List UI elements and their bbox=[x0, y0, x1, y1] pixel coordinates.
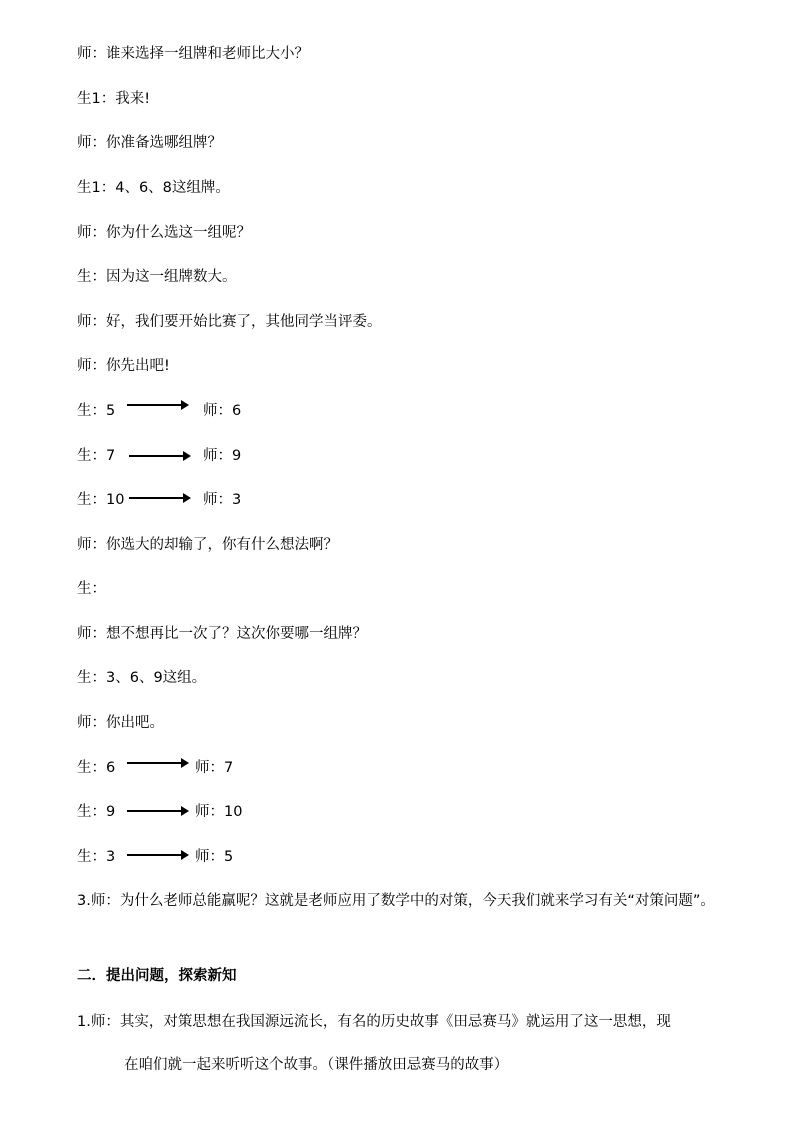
dialogue-line: 生：3、6、9这组。 bbox=[77, 670, 207, 686]
dialogue-line: 师：谁来选择一组牌和老师比大小？ bbox=[77, 46, 309, 62]
student-card: 生：3 bbox=[77, 849, 116, 865]
dialogue-line: 师：你先出吧! bbox=[77, 358, 170, 374]
dialogue-line: 生1：4、6、8这组牌。 bbox=[77, 180, 230, 196]
right-arrow-icon bbox=[127, 806, 189, 816]
dialogue-line: 生： bbox=[77, 581, 106, 597]
student-card: 生：5 bbox=[77, 403, 116, 419]
teacher-card: 师：9 bbox=[203, 448, 242, 464]
dialogue-line: 师：你准备选哪组牌？ bbox=[77, 135, 222, 151]
right-arrow-icon bbox=[129, 493, 191, 503]
paragraph-4-line-1: 1.师：其实，对策思想在我国源远流长，有名的历史故事《田忌赛马》就运用了这一思想，现 bbox=[77, 1014, 671, 1030]
dialogue-line: 生1：我来! bbox=[77, 91, 151, 107]
student-card: 生：10 bbox=[77, 492, 125, 508]
dialogue-line: 师：你出吧。 bbox=[77, 715, 164, 731]
dialogue-line: 生：因为这一组牌数大。 bbox=[77, 269, 237, 285]
student-card: 生：9 bbox=[77, 804, 116, 820]
paragraph-4-line-2: 在咱们就一起来听听这个故事。（课件播放田忌赛马的故事） bbox=[124, 1057, 509, 1073]
student-card: 生：6 bbox=[77, 760, 116, 776]
right-arrow-icon bbox=[127, 758, 189, 768]
teacher-card: 师：10 bbox=[195, 804, 243, 820]
right-arrow-icon bbox=[129, 451, 191, 461]
paragraph-3: 3.师：为什么老师总能赢呢？这就是老师应用了数学中的对策，今天我们就来学习有关“对策问题”。 bbox=[77, 893, 715, 909]
student-card: 生：7 bbox=[77, 448, 116, 464]
dialogue-line: 师：好，我们要开始比赛了，其他同学当评委。 bbox=[77, 314, 382, 330]
dialogue-line: 师：想不想再比一次了？这次你要哪一组牌？ bbox=[77, 626, 367, 642]
dialogue-line: 师：你选大的却输了，你有什么想法啊？ bbox=[77, 537, 338, 553]
teacher-card: 师：5 bbox=[195, 849, 234, 865]
teacher-card: 师：6 bbox=[203, 403, 242, 419]
teacher-card: 师：7 bbox=[195, 760, 234, 776]
right-arrow-icon bbox=[127, 850, 189, 860]
section-heading: 二．提出问题，探索新知 bbox=[77, 968, 237, 984]
right-arrow-icon bbox=[127, 400, 189, 410]
dialogue-line: 师：你为什么选这一组呢？ bbox=[77, 225, 251, 241]
teacher-card: 师：3 bbox=[203, 492, 242, 508]
